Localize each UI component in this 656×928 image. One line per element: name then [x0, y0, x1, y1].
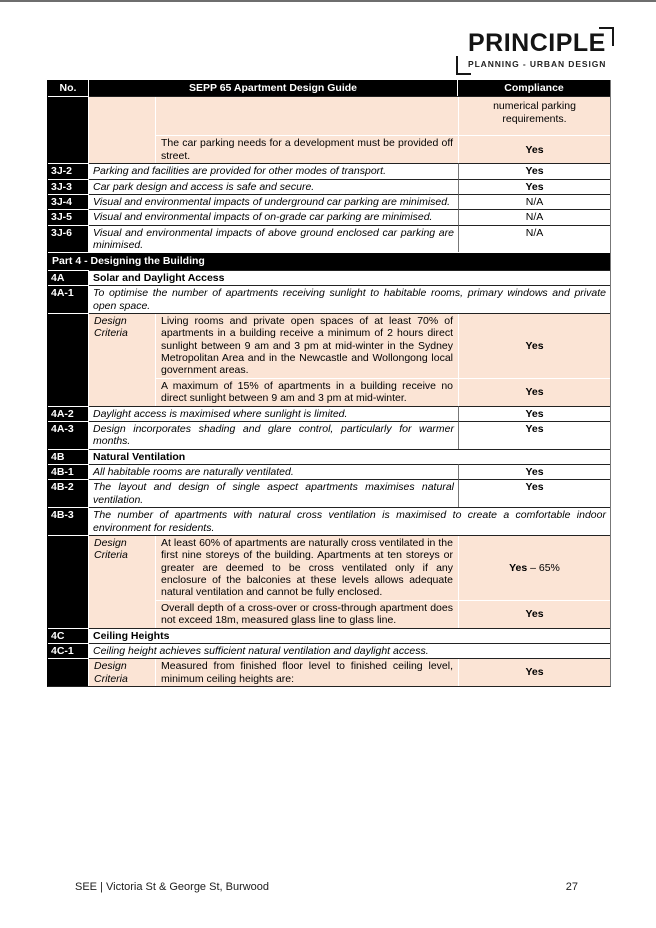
compliance-value: [525, 423, 543, 435]
design-criteria-label: Design Criteria: [89, 314, 156, 406]
compliance-cell: [458, 209, 610, 224]
compliance-table-body: [48, 96, 610, 686]
design-criteria-body: [156, 659, 610, 686]
compliance-cell: [458, 379, 610, 406]
header-no: No.: [48, 80, 89, 96]
table-row-4A-2: [48, 406, 610, 421]
compliance-cell: [458, 601, 610, 628]
compliance-value: [525, 608, 543, 620]
table-row-4C-1: [48, 643, 610, 658]
table-row-3J-5: [48, 209, 610, 224]
row-number: 3J-2: [48, 163, 89, 178]
design-criteria-body: [156, 536, 610, 628]
compliance-text: Yes: [509, 561, 528, 574]
footer-page-number: 27: [565, 881, 578, 893]
section-title: Ceiling Heights: [89, 628, 610, 643]
table-row-3J-2: [48, 163, 610, 178]
table-row-part: [48, 252, 610, 269]
row-number: [48, 535, 89, 628]
logo-corner-bracket-bottom-left-icon: [456, 56, 471, 75]
row-number: [48, 313, 89, 406]
compliance-text: N/A: [525, 195, 544, 208]
compliance-cell: [458, 97, 610, 135]
design-criteria-subrow: [156, 97, 610, 135]
logo-corner-bracket-top-right-icon: [599, 27, 614, 46]
compliance-text: Yes: [525, 339, 544, 352]
table-row-criteria: [48, 313, 610, 406]
table-row-4C: [48, 628, 610, 643]
compliance-text: Yes: [525, 666, 544, 679]
compliance-text: Yes: [525, 607, 544, 620]
row-text: Daylight access is maximised where sunlight is limited.: [89, 406, 458, 421]
row-text: Visual and environmental impacts of above ground enclosed car parking are minimised.: [89, 225, 458, 253]
compliance-text: Yes: [525, 165, 544, 178]
design-criteria-subrow: [156, 536, 610, 600]
row-text: Visual and environmental impacts of on-grade car parking are minimised.: [89, 209, 458, 224]
design-criteria-body: [156, 314, 610, 406]
row-number: 3J-3: [48, 179, 89, 194]
compliance-cell: [458, 179, 610, 194]
table-row-4A: [48, 270, 610, 285]
design-criteria-block: [89, 313, 610, 406]
compliance-value: [525, 340, 543, 352]
table-row-4A-1: [48, 285, 610, 313]
row-number: 4C-1: [48, 643, 89, 658]
compliance-text: Yes: [525, 481, 544, 494]
compliance-cell: [458, 163, 610, 178]
compliance-cell: [458, 536, 610, 600]
design-criteria-subrow: [156, 135, 610, 163]
compliance-text: numerical parking requirements.: [493, 100, 576, 125]
compliance-text: N/A: [525, 226, 544, 239]
criteria-text: [156, 97, 458, 135]
compliance-cell: [458, 194, 610, 209]
compliance-cell: [458, 659, 610, 686]
section-title: Natural Ventilation: [89, 449, 610, 464]
compliance-value: [525, 466, 543, 478]
row-number: 3J-4: [48, 194, 89, 209]
row-number: 4B-1: [48, 464, 89, 479]
criteria-text: A maximum of 15% of apartments in a building receive no direct sunlight between 9 am and 3 pm at mid-winter.: [161, 379, 453, 405]
design-criteria-block: [89, 535, 610, 628]
table-row-4B-3: [48, 507, 610, 535]
table-row-3J-3: [48, 179, 610, 194]
design-criteria-block: [89, 658, 610, 686]
table-row-4A-3: [48, 421, 610, 449]
compliance-value: [525, 386, 543, 398]
table-row-criteria: [48, 535, 610, 628]
row-number: 4A: [48, 270, 89, 285]
compliance-text: Yes: [525, 143, 544, 156]
table-row-4B-1: [48, 464, 610, 479]
row-number: 4B: [48, 449, 89, 464]
row-number: [48, 658, 89, 686]
compliance-text: Yes: [525, 466, 544, 478]
table-row-3J-4: [48, 194, 610, 209]
design-criteria-label: Design Criteria: [89, 536, 156, 628]
compliance-cell: [458, 406, 610, 421]
page-footer: [75, 881, 578, 893]
header-compliance: Compliance: [458, 80, 610, 96]
objective-statement: To optimise the number of apartments receiving sunlight to habitable rooms, primary windows and private open space.: [89, 285, 610, 313]
design-criteria-block: [89, 96, 610, 163]
row-number: 4B-2: [48, 479, 89, 507]
row-number: 4A-3: [48, 421, 89, 449]
row-number: 4B-3: [48, 507, 89, 535]
compliance-cell: [458, 464, 610, 479]
compliance-value: [509, 562, 560, 574]
compliance-value: [525, 666, 543, 678]
row-number: 3J-6: [48, 225, 89, 253]
row-text: Parking and facilities are provided for other modes of transport.: [89, 163, 458, 178]
table-row-3J-6: [48, 225, 610, 253]
criteria-text: Living rooms and private open spaces of at least 70% of apartments in a building receive a minimum of 2 hours direct sunlight between 9 am and 3 pm at mid-winter in the Sydney Metropolitan Area and in the Newcastle and Wollongong local government areas.: [161, 314, 453, 377]
row-text: All habitable rooms are naturally ventilated.: [89, 464, 458, 479]
compliance-cell: [458, 314, 610, 378]
criteria-text: Measured from finished floor level to finished ceiling level, minimum ceiling heights are:: [161, 660, 453, 685]
compliance-value: [525, 144, 543, 156]
row-text: Car park design and access is safe and secure.: [89, 179, 458, 194]
compliance-text: Yes: [525, 422, 544, 435]
footer-document-title: SEE | Victoria St & George St, Burwood: [75, 881, 270, 893]
design-criteria-label: [89, 97, 156, 163]
header-guide: SEPP 65 Apartment Design Guide: [89, 80, 458, 96]
objective-statement: Ceiling height achieves sufficient natural ventilation and daylight access.: [89, 643, 610, 658]
table-row-continuation: [48, 96, 610, 163]
logo: [456, 27, 614, 75]
logo-subtitle: PLANNING - URBAN DESIGN: [468, 59, 607, 69]
compliance-value: [526, 196, 544, 208]
design-criteria-body: [156, 97, 610, 163]
criteria-text: The car parking needs for a development must be provided off street.: [161, 137, 453, 162]
compliance-cell: [458, 421, 610, 449]
row-text: The layout and design of single aspect apartments maximises natural ventilation.: [89, 479, 458, 507]
compliance-value: [525, 408, 543, 420]
part-header: Part 4 - Designing the Building: [48, 252, 610, 269]
compliance-cell: [458, 225, 610, 253]
row-text: Design incorporates shading and glare control, particularly for warmer months.: [89, 421, 458, 449]
compliance-value: [525, 481, 543, 493]
design-criteria-subrow: [156, 378, 610, 406]
compliance-table: [47, 80, 611, 687]
row-number: 3J-5: [48, 209, 89, 224]
criteria-text: At least 60% of apartments are naturally cross ventilated in the first nine storeys of the building. Apartments at ten storeys or greater are deemed to be cross ventilated only if any enclosure of the balconies at these levels allows adequate natural ventilation and cannot be fully enclosed.: [161, 536, 453, 599]
design-criteria-label: Design Criteria: [89, 659, 156, 686]
compliance-cell: [458, 479, 610, 507]
page-top-edge: [0, 0, 656, 2]
row-number: 4A-2: [48, 406, 89, 421]
logo-inner: [456, 27, 614, 75]
row-text: Visual and environmental impacts of underground car parking are minimised.: [89, 194, 458, 209]
compliance-value: [525, 181, 543, 193]
compliance-value: [525, 165, 543, 177]
compliance-cell: [458, 136, 610, 163]
table-row-criteria: [48, 658, 610, 686]
table-row-4B: [48, 449, 610, 464]
row-number: [48, 96, 89, 163]
design-criteria-subrow: [156, 314, 610, 378]
table-header-row: [48, 80, 610, 96]
row-number: 4A-1: [48, 285, 89, 313]
section-title: Solar and Daylight Access: [89, 270, 610, 285]
compliance-text: N/A: [525, 211, 544, 224]
row-number: 4C: [48, 628, 89, 643]
compliance-value: [526, 211, 544, 223]
table-row-4B-2: [48, 479, 610, 507]
objective-statement: The number of apartments with natural cross ventilation is maximised to create a comfortable indoor environment for residents.: [89, 507, 610, 535]
design-criteria-subrow: [156, 600, 610, 628]
compliance-text: Yes: [525, 407, 544, 420]
compliance-suffix: – 65%: [527, 561, 560, 574]
compliance-value: [465, 100, 604, 125]
logo-title: PRINCIPLE: [468, 29, 606, 57]
compliance-text: Yes: [525, 385, 544, 398]
criteria-text: Overall depth of a cross-over or cross-through apartment does not exceed 18m, measured glass line to glass line.: [161, 601, 453, 627]
compliance-value: [526, 227, 544, 239]
design-criteria-subrow: [156, 659, 610, 686]
compliance-text: Yes: [525, 180, 544, 193]
